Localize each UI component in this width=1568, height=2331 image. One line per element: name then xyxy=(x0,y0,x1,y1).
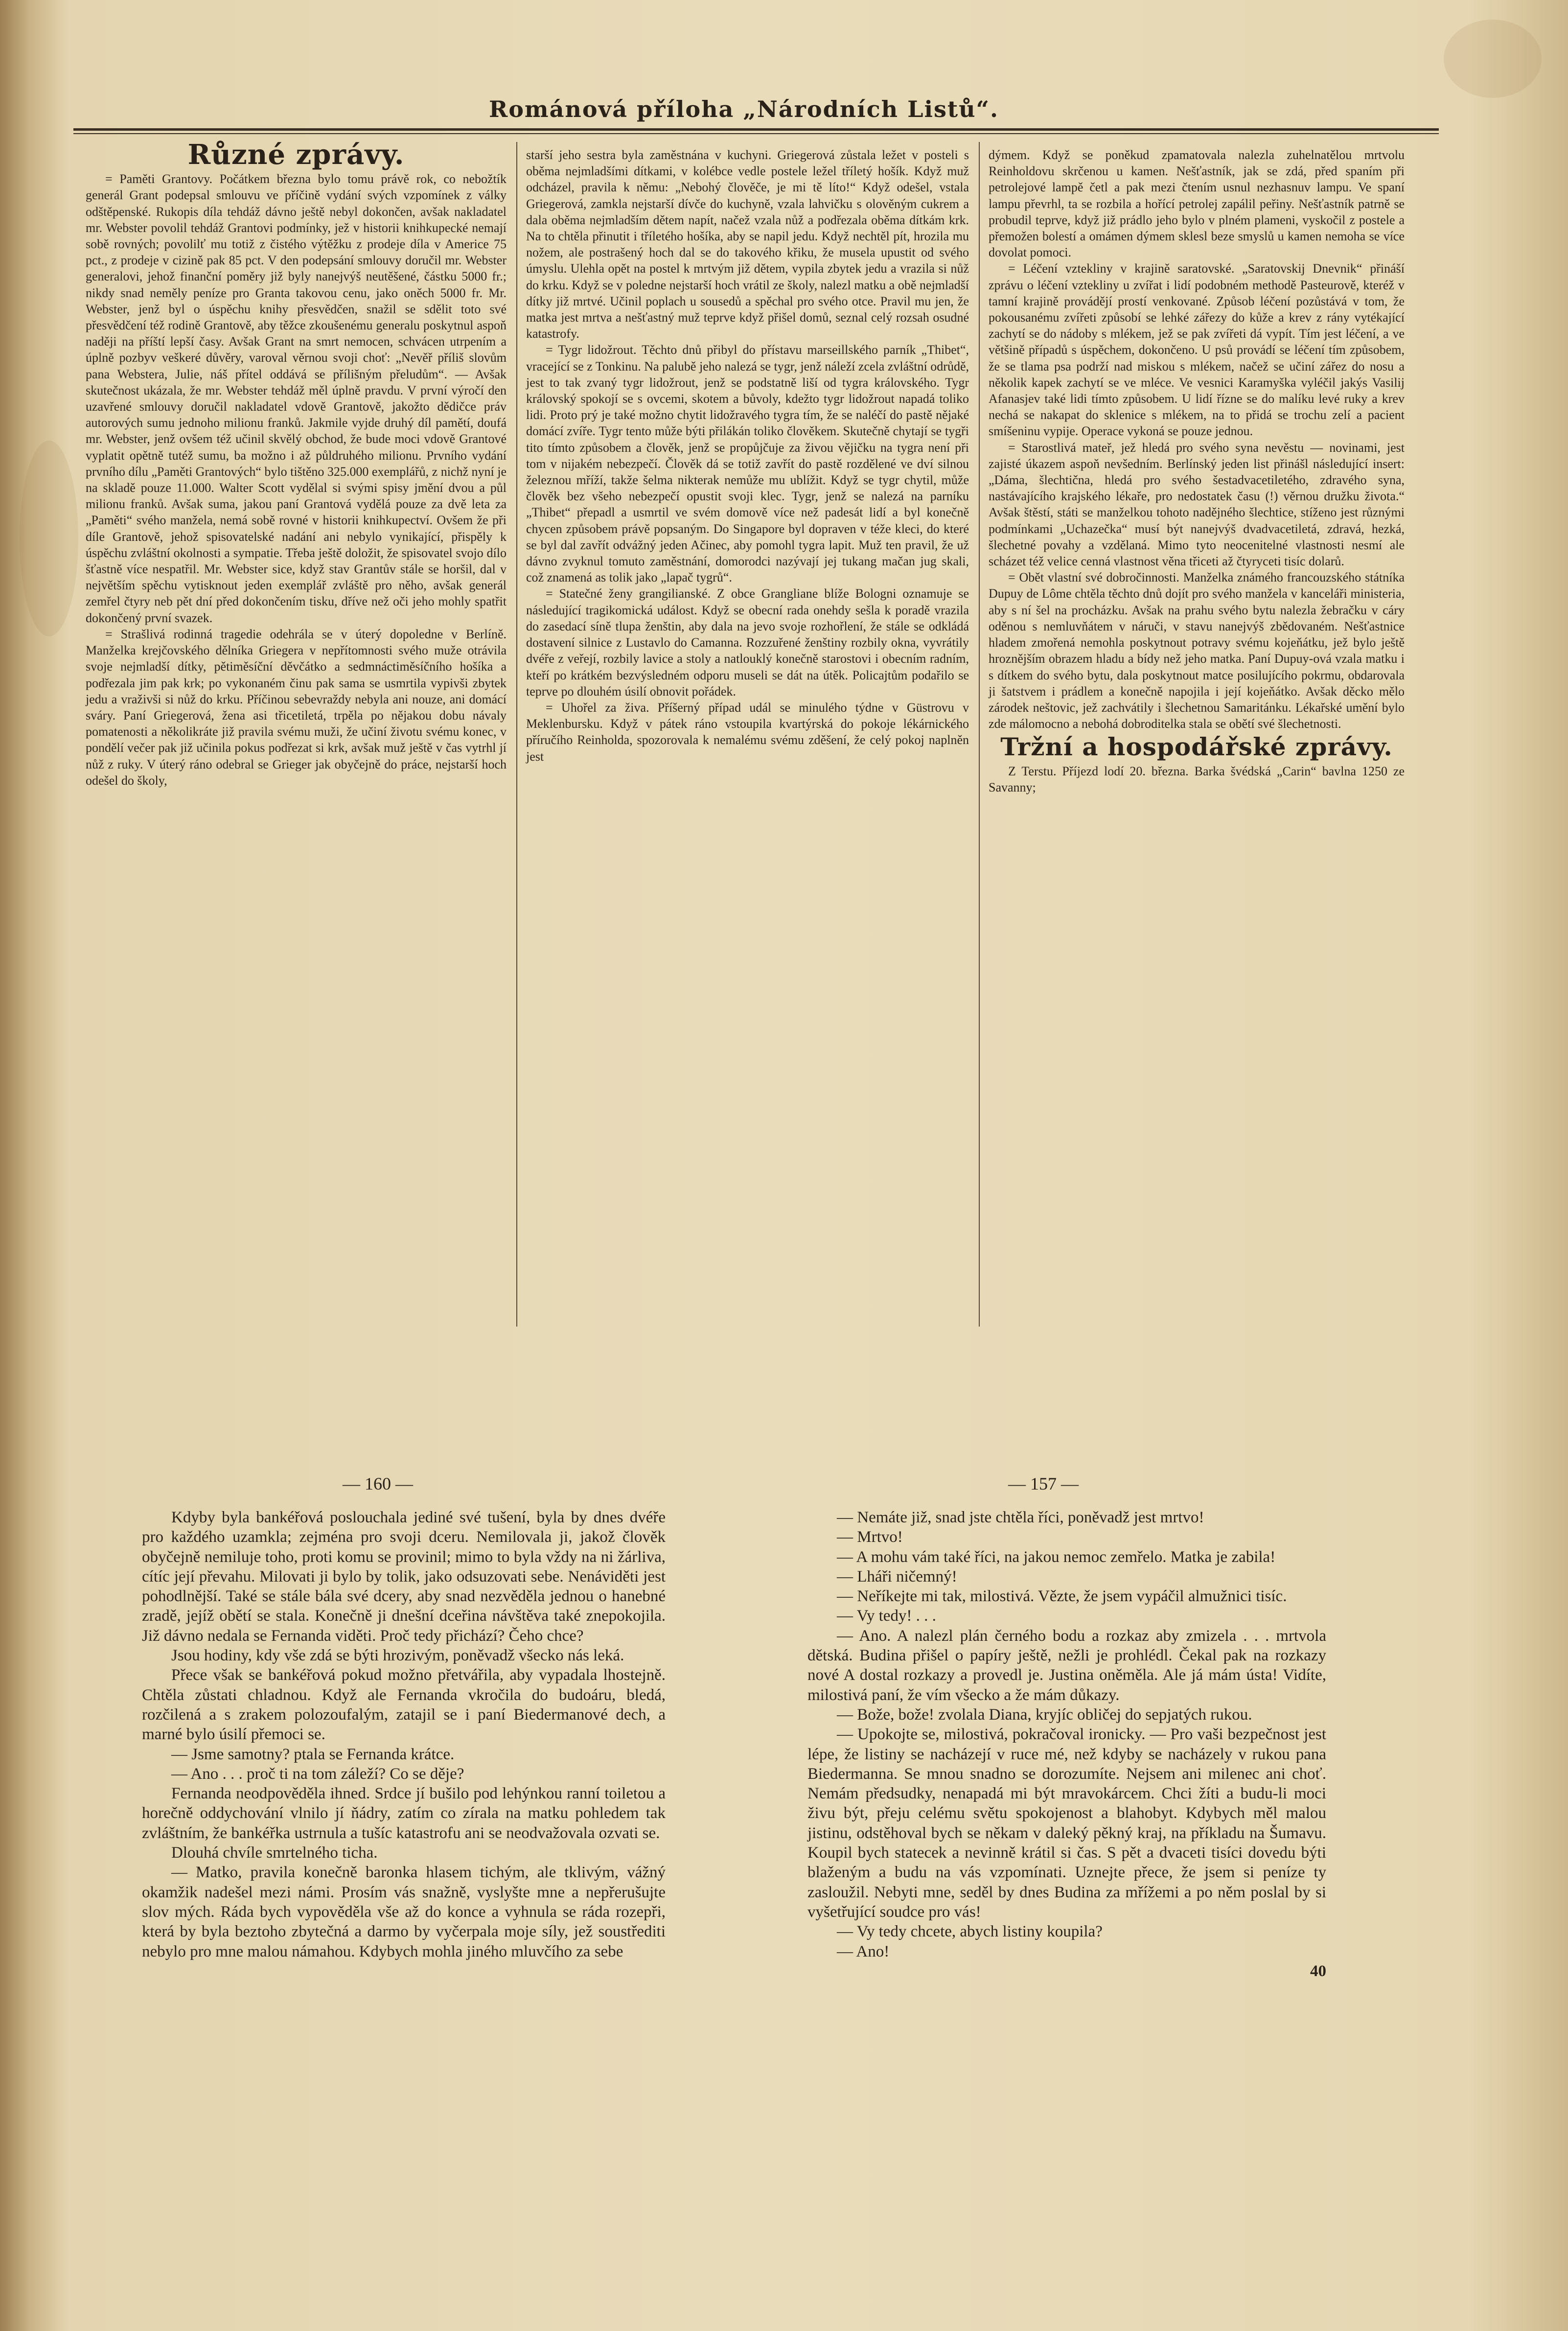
novel-paragraph: Jsou hodiny, kdy vše zdá se býti hrozivým, poněvadž všecko nás leká. xyxy=(171,1647,624,1665)
paper-stain xyxy=(1444,20,1542,98)
novel-page-160 xyxy=(142,1508,666,1961)
novel-paragraph: — Ano . . . proč ti na tom záleží? Co se děje? xyxy=(171,1765,464,1783)
novel-paragraph: — Lháři ničemný! xyxy=(837,1567,957,1585)
column-2 xyxy=(526,147,969,765)
novel-paragraph: — Nemáte již, snad jste chtěla říci, poněvadž jest mrtvo! xyxy=(837,1509,1204,1526)
novel-paragraph: — Neříkejte mi tak, milostivá. Vězte, že jsem vypáčil almužnici tisíc. xyxy=(837,1587,1287,1606)
article-statecne-zeny: = Statečné ženy grangilianské. Z obce Grangliane blíže Bologni oznamuje se následující tragikomická událost. Když se obecní rada onehdy sešla k poradě vrazila do zasedací síně tlupa ženštin, aby dala na jevo svoje rozhořlení, že stále se odkládá dostavení silnice z Lustavlo do Camanna. Rozzuřené ženštiny rozbily okna, vyvrátily dvéře z veřejí, rozbily lavice a stoly a natlouklý konečně starostovi i obecním radním, kteří po krátkém bezvýsledném odporu museli se dát na útěk. Policajtům podařilo se teprve po dlouhém úsilí obnovit pořádek. xyxy=(526,586,969,699)
novel-paragraph: — Matko, pravila konečně baronka hlasem tichým, ale tklivým, vážný okamžik nadešel mezi námi. Prosím vás snažně, vyslyšte mne a nepřerušujte slov mých. Ráda bych vypověděla vše až do konce a vyhnula se ráda rozepři, která by byla beztoho zbytečná a darmo by vyčerpala moje síly, jež soustřediti nebylo pro mne malou námahou. Kdybych mohla jiného mluvčího za sebe xyxy=(142,1864,666,1960)
novel-paragraph: — Upokojte se, milostivá, pokračoval ironicky. — Pro vaši bezpečnost jest lépe, že listiny se nacházejí v ruce mé, než kdyby se nacházely v rukou pana Biedermanna. Se mnou snadno se dorozumíte. Nejsem ani milenec ani choť. Nemám předsudky, nenapadá mi být mravokárcem. Chci žíti a budu-li moci živu být, přeju celému světu spokojenost a blahobyt. Kdybych měl malou jistinu, odstěhoval bych se někam v daleký pěkný kraj, na příkladu na Šumavu. Koupil bych statecek a nevinně krátil si čas. S pět a dvaceti tisíci dovedu býti blaženým a budu na vás vzpomínati. Uznejte přece, že jsem si peníze ty zasloužil. Nebyti mne, seděl by dnes Budina za mřížemi a po něm poslal by si vyšetřující soudce pro vás! xyxy=(807,1725,1326,1921)
article-rodinna-tragedie-continued: starší jeho sestra byla zaměstnána v kuchyni. Griegerová zůstala ležet v posteli s oběma nejmladšími dítkami, v kolébce vedle postele ležel tříletý hošík. Když muž odcházel, pravila k němu: „Nebohý člověče, je mi tě líto!“ Když odešel, vstala Griegerová, zamkla nejstarší dívče do kuchyně, vzala lahvičku s olověným cukrem a dala oběma nejmladším dětem napít, načež vzala nůž a podřezala oběma dítkám krk. Na to chtěla přinutit i tříletého hošíka, aby se napil jedu. Když nechtěl pít, hrozila mu nožem, ale postrašený hoch dal se do takového křiku, že musela upustit od svého úmyslu. Ulehla opět na postel k mrtvým již dětem, vypila zbytek jedu a vrazila si nůž do krku. Když se v poledne nejstarší hoch vrátil ze školy, nalezl matku a obě nejmladší dítky již mrtvé. Učinil poplach u sousedů a spěchal pro svého otce. Pravil mu jen, že matka jest mrtva a nešťastný muž teprve když přišel domů, seznal celý rozsah osudné katastrofy. xyxy=(526,148,969,341)
article-leceni-vztekliny: = Léčení vztekliny v krajině saratovské. „Saratovskij Dnevnik“ přináší zprávu o léčení vztekliny u zvířat i lidí podobném methodě Pasteurově, kteréž v tamní krajině provádějí prostí venkované. Způsob léčení pozůstává v tom, že pokousanému zvířeti způsobí se lehké zářezy do kůže a krev z rány vytékající zachytí se do nádoby s mlékem, jež se pak zvířeti dá vypít. Tím jest léčení, a ve většině případů s úspěchem, dokončeno. U psů provádí se léčení tím způsobem, že se tlama psa podrží nad miskou s mlékem, načež se učiní zářez do nosu a několik kapek zachytí se ve mléce. Ve vesnici Karamyška vyléčil jakýs Vasilij Afanasjev také lidi tímto způsobem. U lidí řízne se do malíku levé ruky a krev nechá se nakapat do sklenice s mlékem, na to přidá se trochu zelí a pacient smíšeninu vypije. Operace vykoná se pouze jednou. xyxy=(989,261,1405,439)
article-uhorel-za-ziva: = Uhořel za živa. Příšerný případ udál se minulého týdne v Güstrovu v Meklenbursku. Když v pátek ráno vstoupila kvartýrská do pokoje lékárnického příručího Reinholda, spozorovala k nemalému svému zděšení, že celý pokoj naplněn jest xyxy=(526,700,969,764)
novel-paragraph: — Ano. A nalezl plán černého bodu a rozkaz aby zmizela . . . mrtvola dětská. Budina přišel o papíry ještě, nežli je prohlédl. Čekal pak na rozkazy nové A dostal rozkazy a provedl je. Justina oněměla. Ale já mám ústa! Vidíte, milostivá paní, že vím všecko a že mám důkazy. xyxy=(807,1627,1326,1704)
novel-paragraph: Dlouhá chvíle smrtelného ticha. xyxy=(171,1844,378,1862)
page-number-right: — 157 — xyxy=(1008,1474,1079,1493)
column-divider xyxy=(516,142,517,1327)
article-uhorel-za-ziva-continued: dýmem. Když se poněkud zpamatovala nalezla zuhelnatělou mrtvolu Reinholdovu skrčenou u kamen. Nešťastník, jak se zdá, před spaním při petrolejové lampě četl a pak mezi čtením usnul nezhasnuv lampu. Ve spaní lampu převrhl, ta se rozbila a hořící petrolej zapálil peřiny. Nešťastník patrně se probudil teprve, když již prádlo jeho bylo v plném plameni, vyskočil z postele a přemožen bolestí a omámen dýmem sklesl beze smyslů u kamen nemoha se více dovolat pomoci. xyxy=(989,148,1405,260)
novel-paragraph: — Mrtvo! xyxy=(837,1528,903,1546)
column-1 xyxy=(86,139,507,789)
signature-number: 40 xyxy=(1310,1962,1326,1980)
masthead-rule-thin xyxy=(73,133,1439,134)
column-3 xyxy=(989,147,1405,795)
page-number-left: — 160 — xyxy=(343,1474,413,1493)
section-title-ruzne-zpravy: Různé zprávy. xyxy=(187,139,405,171)
novel-paragraph: — Vy tedy chcete, abych listiny koupila? xyxy=(837,1923,1103,1941)
novel-paragraph: — Jsme samotny? ptala se Fernanda krátce. xyxy=(171,1745,455,1763)
novel-paragraph: Přece však se bankéřová pokud možno přetvářila, aby vypadala lhostejně. Chtěla zůstati chladnou. Když ale Fernanda vkročila do budoáru, bledá, rozčilená a s zrakem polozoufalým, zatajil se i paní Biedermanové dech, a marné bylo úsilí přemoci se. xyxy=(142,1666,666,1744)
article-z-terstu: Z Terstu. Příjezd lodí 20. března. Barka švédská „Carin“ bavlna 1250 ze Savanny; xyxy=(989,764,1405,794)
article-rodinna-tragedie: = Strašlivá rodinná tragedie odehrála se v úterý dopoledne v Berlíně. Manželka krejčovského dělníka Griegera v nepřítomnosti svého muže otrávila svoje nejmladší dítky, pětiměsíční děvčátko a sedmnáctiměsíčního hošíka a podřezala jim pak krk; po vykonaném činu pak sama se usmrtila vypivši zbytek jedu a vraživši si nůž do krku. Příčinou sebevraždy nebyla ani nouze, ani domácí sváry. Paní Griegerová, žena asi třicetiletá, trpěla po nějakou dobu návaly pomatenosti a několikráte již pravila svému muži, že učiní životu svému konec, v pondělí večer pak již učinila pokus podřezat si krk, avšak muž ještě v čas vytrhl jí nůž z ruky. V úterý ráno odebral se Grieger jak obyčejně do práce, nejstarší hoch odešel do školy, xyxy=(86,627,507,788)
novel-paragraph: — Vy tedy! . . . xyxy=(837,1607,936,1625)
article-pameti-grantovy: = Paměti Grantovy. Počátkem března bylo tomu právě rok, co nebožtík generál Grant podepsal smlouvu ve příčině vydání svých vzpomínek z války odštěpenské. Rukopis díla tehdáž dávno ještě nebyl dokončen, avšak nakladatel mr. Webster povolil tehdáž Grantovi podmínky, jež v historii knihkupecké nemají sobě rovných; povolilť mu totiž z čistého výtěžku z prodeje díla v Americe 75 pct., z prodeje v cizině pak 85 pct. V den podepsání smlouvy doručil mr. Webster generalovi, jehož finanční poměry již byly nanejvýš neutěšené, částku 5000 fr.; nikdy snad neměly peníze pro Granta takovou cenu, jako oněch 5000 fr. Mr. Webster, jenž byl o úspěchu knihy přesvědčen, snažil se sdělit toto své přesvědčení též rodině Grantově, aby těžce zkoušenému generalu poskytnul aspoň naději na příští lepší časy. Avšak Grant na smrt nemocen, schvácen utrpením a úplně pozbyv veškeré důvěry, varoval věrnou svoji choť: „Nevěř příliš slovům pana Webstera, Julie, náš přítel oddává se přílišným přeludům“. — Avšak skutečnost ukázala, že mr. Webster tehdáž měl úplně pravdu. V první výročí den uzavřené smlouvy doručil nakladatel vdově Grantově, jakožto dědičce práv autorových sumu jednoho milionu franků. Jakmile vyjde druhý díl pamětí, doufá mr. Webster, jenž ovšem též učinil skvělý obchod, že bude moci vdově Grantové vyplatit opětně tutéž sumu, ba možno i až půldruhého milionu. Prvního vydání prvního dílu „Paměti Grantových“ bylo tištěno 325.000 exemplářů, z nichž nyní je na skladě pouze 11.000. Walter Scott vydělal si svými spisy jmění dvou a půl milionu franků. Avšak suma, jakou paní Grantová vydělá pouze za dvě leta za „Paměti“ svého manžela, nemá sobě rovné v historii knihkupectví. Ovšem že při díle Grantově, jehož spisovatelské nadání ani nebylo vynikající, přispěly k úspěchu zvláštní okolnosti a sympatie. Třeba ještě doložit, že spisovatel svojo dílo šťastně více nespatřil. Mr. Webster sice, když stav Grantův stále se horšil, dal v největším spěchu vytisknout jeden exemplář zvláště pro něho, avšak generál zemřel čtyry neb pět dní před dokončením tisku, dříve než oči jeho mohly spatřit dokončený první svazek. xyxy=(86,172,507,625)
section-title-trzni-zpravy: Tržní a hospodářské zprávy. xyxy=(1000,732,1393,762)
column-divider xyxy=(979,142,980,1327)
article-tygr-lidozrout: = Tygr lidožrout. Těchto dnů přibyl do přístavu marseillského parník „Thibet“, vracející se z Tonkinu. Na palubě jeho nalezá se tygr, jenž náleží zcela zvláštní odrůdě, jest to tak zvaný tygr lidožrout, jenž se podstatně liší od tygra královského. Tygr královský spokojí se s ovcemi, skotem a bůvoly, kdežto tygr lidožrout napadá toliko lidi. Proto prý je také možno chytit lidožravého tygra tím, že se naléčí do pastě nějaké domácí zvíře. Tygr tento může býti přilákán toliko člověkem. Skutečně chytají se tygři tito tímto způsobem a člověk, jenž se propůjčuje za živou vějičku na tygra není při tom v nijakém nebezpečí. Člověk dá se totiž zavřít do pastě rozdělené ve dví silnou železnou mříží, takže šelma nikterak nemůže mu ublížit. Když se tygr chytil, může člověk bez všeho nebezpečí opustit svoji klec. Tygr, jenž se nalezá na parníku „Thibet“ přepadl a usmrtil ve svém domově více než padesát lidí a byl konečně chycen způsobem právě popsaným. Do Singapore byl dopraven v téže kleci, do které se byl dal zavřít odvážný jeden Ačinec, aby pomohl tygra lapit. Muž ten pravil, že už dávno zvyknul tomuto zaměstnání, domorodci nazývají jej tukang mačan jug skali, což znamená as tolik jako „lapač tygrů“. xyxy=(526,343,969,585)
novel-paragraph: — A mohu vám také říci, na jakou nemoc zemřelo. Matka je zabila! xyxy=(837,1548,1276,1566)
novel-paragraph: Kdyby byla bankéřová poslouchala jediné své tušení, byla by dnes dvéře pro každého uzamkla; zejména pro svoji dceru. Nemilovala ji, jakož člověk obyčejně nemiluje toho, proti komu se provinil; mimo to byla vždy na ni žárliva, cítíc její převahu. Milovati ji bylo by tolik, jako odsuzovati sebe. Nenáviděti jest pohodlnější. Také se stále bála své dcery, aby snad nezvěděla jednou o hanebné zradě, jejíž obětí se stala. Konečně ji dnešní dceřina návštěva také znepokojila. Již dávno nedala se Fernanda viděti. Proč tedy přichází? Čeho chce? xyxy=(142,1509,666,1645)
masthead: Románová příloha „Národních Listů“. xyxy=(488,96,999,122)
paper-stain xyxy=(20,441,78,636)
article-starostliva-mater: = Starostlivá mateř, jež hledá pro svého syna nevěstu — novinami, jest zajisté úkazem aspoň nevšedním. Berlínský jeden list přinášl následující insert: „Dáma, šlechtična, hledá pro svého šestadvacetiletého, zdravého syna, nastávajícího krajského lékaře, pro nedostatek času (!) věrnou družku života.“ Avšak štěstí, státi se manželkou tohoto nadějného šlechtice, stíženo jest různými podmínkami „Uchazečka“ musí být nanejvýš dvadvacetiletá, zdravá, hezká, šlechetné povahy a vzdělaná. Mimo tyto neocenitelné vlastnosti nesmí ale scházet též velice cenná vlastnost věna třiceti až čtyryceti tisíc dolarů. xyxy=(989,440,1405,569)
novel-page-157 xyxy=(807,1508,1326,1981)
novel-paragraph: — Ano! xyxy=(837,1942,890,1960)
novel-paragraph: — Bože, bože! zvolala Diana, kryjíc obličej do sepjatých rukou. xyxy=(837,1705,1252,1724)
masthead-rule xyxy=(73,128,1439,131)
novel-paragraph: Fernanda neodpověděla ihned. Srdce jí bušilo pod lehýnkou ranní toiletou a horečně oddychování vlnilo jí ňádry, zatím co zírala na matku pohledem tak zvláštním, že bankéřka ustrnula a tušíc katastrofu ani se neodvažovala ozvati se. xyxy=(142,1785,666,1842)
article-obet-dobrocinnosti: = Obět vlastní své dobročinnosti. Manželka známého francouzského státníka Dupuy de Lôme chtěla těchto dnů dojít pro svého manžela v kanceláři ministeria, aby s ní šel na procházku. Avšak na prahu svého bytu nalezla žebračku v cáry oděnou s nemluvňátem v náruči, v stavu nanejvýš zbědovaném. Nešťastnice hladem zmořená nemohla poskytnout potravy svému kojeňátku, jež bylo ještě hroznějším obrazem hladu a bídy než jeho matka. Paní Dupuy-ová vzala matku i s dítkem do svého bytu, dala poskytnout matce posilujícího pokrmu, obdarovala ji šatstvem i prádlem a konečně napojila i její kojeňátko. Avšak děcko mělo zárodek neštovic, jež zachvátily i šlechetnou Samaritánku. Lékařské umění bylo zde málomocno a nebohá dobroditelka stala se obětí své šlechetnosti. xyxy=(989,570,1405,731)
